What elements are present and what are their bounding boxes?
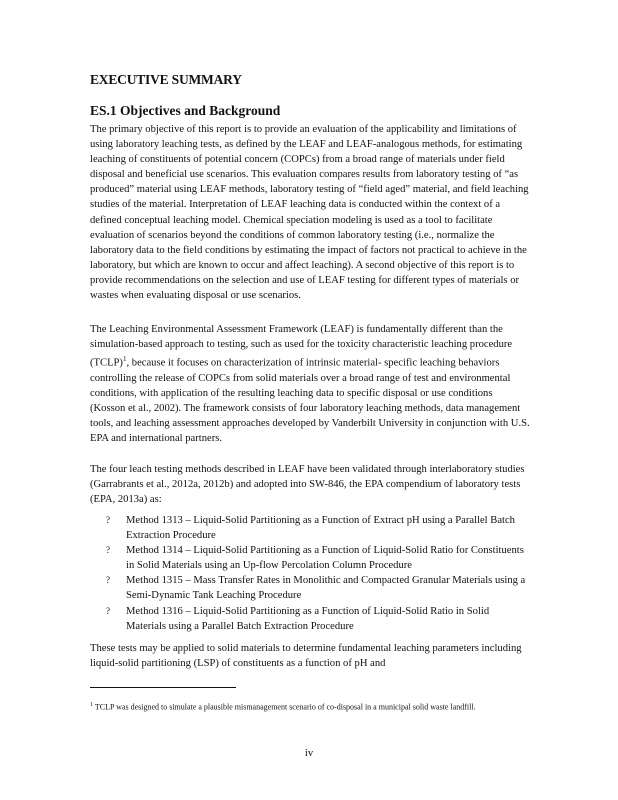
bullet-icon: ? <box>106 575 110 586</box>
list-item <box>90 573 530 603</box>
paragraph-leaf-text-b: , because it focuses on characterization of intrinsic material- specific leaching behaviors controlling the release of COPCs from solid materials over a broad range of test and environmental conditions, with application of the resulting leaching data to specific disposal or use conditions (Kosson et al., 2002). The framework consists of four laboratory leaching methods, data management tools, and leaching assessment approaches developed by Vanderbilt University in conjunction with U.S. EPA and international partners. <box>90 357 530 445</box>
footnote-number: 1 <box>90 702 93 708</box>
page-number: iv <box>304 748 314 759</box>
executive-summary-heading: EXECUTIVE SUMMARY <box>90 72 242 87</box>
paragraph-objectives: The primary objective of this report is to provide an evaluation of the applicability and limitations of using laboratory leaching tests, as defined by the LEAF and LEAF-analogous methods, for estimating leaching of constituents of potential concern (COPCs) from a broad range of materials under field disposal and beneficial use scenarios. This evaluation compares results from laboratory testing of “as produced” material using LEAF methods, laboratory testing of “field aged” material, and field leaching studies of the material. Interpretation of LEAF leaching data is conducted within the context of a defined conceptual leaching model. Chemical speciation modeling is used as a tool to facilitate evaluation of scenarios beyond the conditions of common laboratory testing (i.e., normalize the laboratory data to the field conditions by estimating the impact of factors not practical to achieve in the laboratory, but which are known to occur and affect leaching). A second objective of this report is to provide recommendations on the selection and use of LEAF testing for different types of materials or wastes when evaluating disposal or use scenarios. <box>90 124 529 302</box>
method-text: Method 1315 – Mass Transfer Rates in Monolithic and Compacted Granular Materials using a Semi-Dynamic Tank Leaching Procedure <box>126 575 526 602</box>
paragraph-tests-application: These tests may be applied to solid materials to determine fundamental leaching parameters including liquid-solid partitioning (LSP) of constituents as a function of pH and <box>90 643 522 670</box>
list-item <box>90 604 530 634</box>
footnote-text: TCLP was designed to simulate a plausible mismanagement scenario of co-disposal in a municipal solid waste landfill. <box>94 702 476 712</box>
method-text: Method 1314 – Liquid-Solid Partitioning as a Function of Liquid-Solid Ratio for Constituents in Solid Materials using an Up-flow Percolation Column Procedure <box>126 545 524 572</box>
bullet-icon: ? <box>106 515 110 525</box>
paragraph-test-methods: The four leach testing methods described in LEAF have been validated through interlaboratory studies (Garrabrants et al., 2012a, 2012b) and adopted into SW-846, the EPA compendium of laboratory tests (EPA, 2013a) as: <box>90 464 525 506</box>
footnote-divider <box>90 687 236 688</box>
section-es1-heading: ES.1 Objectives and Background <box>90 103 281 118</box>
bullet-icon: ? <box>106 605 110 616</box>
footnote <box>90 700 530 713</box>
bullet-icon: ? <box>106 545 110 556</box>
method-text: Method 1316 – Liquid-Solid Partitioning as a Function of Liquid-Solid Ratio in Solid Materials using a Parallel Batch Extraction Procedure <box>126 605 490 632</box>
paragraph-leaf-framework <box>90 322 530 446</box>
footnote-reference: 1 <box>122 355 127 364</box>
paragraph-leaf-text-a: The Leaching Environmental Assessment Framework (LEAF) is fundamentally different than the simulation-based approach to testing, such as used for the toxicity characteristic leaching procedure (TCLP) <box>90 324 513 369</box>
list-item <box>90 543 530 573</box>
methods-list <box>90 513 530 634</box>
list-item <box>90 513 530 543</box>
method-text: Method 1313 – Liquid-Solid Partitioning as a Function of Extract pH using a Parallel Batch Extraction Procedure <box>126 515 515 542</box>
